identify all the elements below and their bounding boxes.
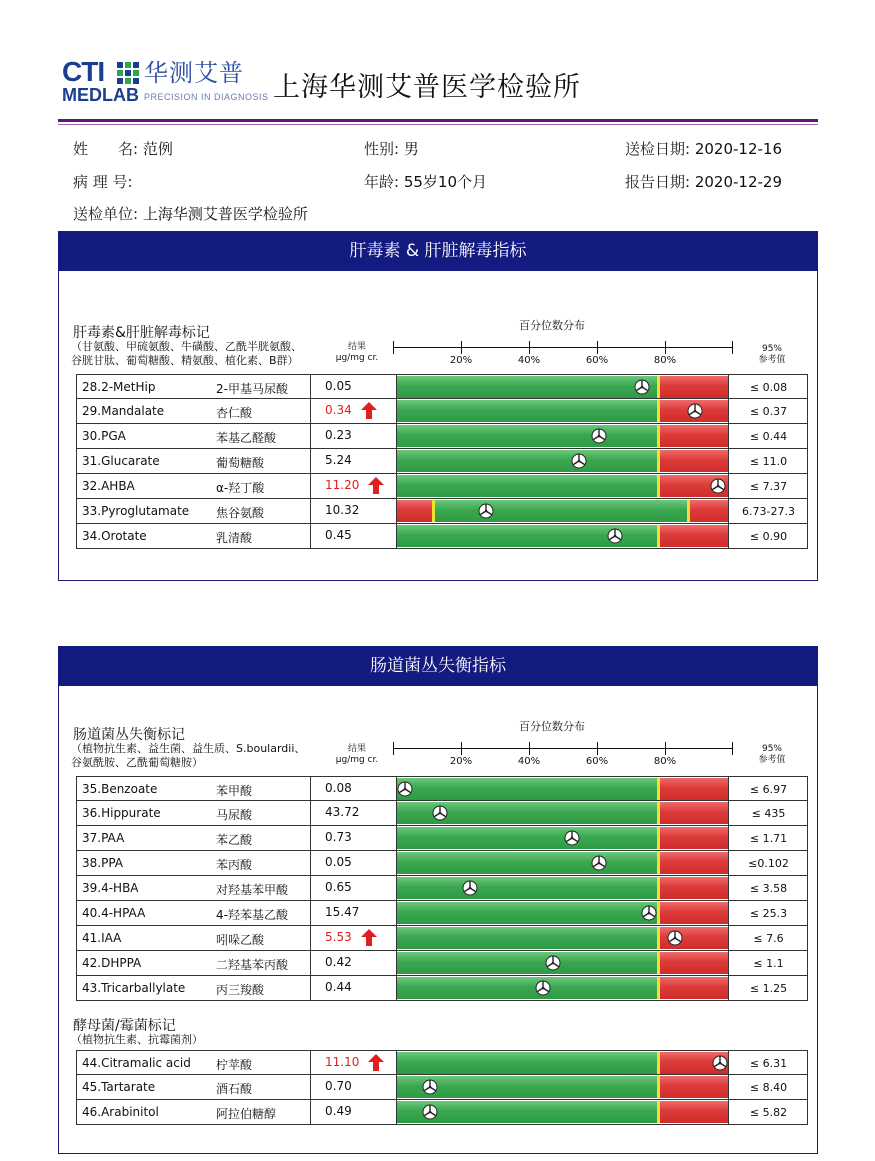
reference-value: ≤ 1.1 [753, 957, 784, 970]
high-range-segment [658, 877, 728, 899]
high-range-segment [658, 450, 728, 472]
cell-divider [310, 474, 311, 498]
analyte-cn-name: 4-羟苯基乙酸 [216, 908, 288, 922]
result-value: 11.10 [325, 1055, 360, 1069]
results-table [76, 1050, 808, 1125]
normal-range-segment [397, 425, 658, 447]
result-value: 11.20 [325, 478, 360, 492]
analyte-cn-name: 二羟基苯丙酸 [216, 958, 289, 972]
cutoff-line [657, 977, 660, 999]
cell-divider [310, 901, 311, 925]
analyte-name: 40.4-HPAA [82, 906, 146, 920]
analyte-cn-name: α-羟丁酸 [216, 481, 265, 495]
cell-divider [310, 399, 311, 423]
result-value: 0.05 [325, 379, 352, 393]
axis-tick [393, 742, 394, 755]
reference-header [753, 744, 791, 766]
cutoff-line [657, 852, 660, 874]
percentile-bar [397, 425, 728, 447]
percentile-bar [397, 450, 728, 472]
cell-divider [310, 375, 311, 399]
patient-age-field [364, 172, 487, 192]
table-row [76, 374, 808, 399]
analyte-cn-name: 杏仁酸 [216, 406, 253, 420]
axis-tick [529, 742, 530, 755]
patient-name: 范例 [142, 140, 173, 158]
reference-value: ≤ 1.71 [749, 832, 788, 845]
table-row [76, 1100, 808, 1125]
normal-range-segment [397, 1052, 658, 1074]
cell-divider [310, 1100, 311, 1124]
circle-marker-icon [535, 980, 551, 996]
circle-marker-icon [571, 453, 587, 469]
header-rule-thin [58, 124, 818, 125]
case-no-label: 病 理 号: [73, 173, 133, 191]
result-header-title: 结果 [347, 342, 366, 352]
reference-value: ≤ 1.25 [749, 982, 788, 995]
cell-divider [310, 1075, 311, 1099]
table-row [76, 826, 808, 851]
cutoff-line [657, 376, 660, 398]
circle-marker-icon [591, 428, 607, 444]
percentile-bar [397, 877, 728, 899]
normal-range-segment [397, 778, 658, 800]
result-value: 0.34 [325, 403, 352, 417]
reference-value: ≤ 5.82 [749, 1106, 788, 1119]
section-liver-detox [58, 231, 818, 581]
cutoff-line [657, 1101, 660, 1123]
group-title: 肠道菌丛失衡标记 [73, 727, 185, 743]
reference-value: ≤0.102 [748, 857, 789, 870]
cell-divider [310, 449, 311, 473]
percentile-bar [397, 1052, 728, 1074]
analyte-cn-name: 焦谷氨酸 [216, 506, 265, 520]
circle-marker-icon [422, 1104, 438, 1120]
report-date-field [625, 172, 782, 192]
analyte-cn-name: 酒石酸 [216, 1082, 253, 1096]
high-range-segment [658, 802, 728, 824]
sent-date-field [625, 139, 782, 159]
header-rule [58, 119, 818, 122]
axis-tick [461, 341, 462, 354]
cell-divider [310, 1051, 311, 1075]
result-header-unit: μg/mg cr. [335, 755, 379, 765]
high-range-segment [658, 525, 728, 547]
axis-tick-label: 20% [449, 355, 473, 366]
analyte-cn-name: 2-甲基马尿酸 [216, 382, 288, 396]
logo-grid-icon [117, 62, 139, 84]
circle-marker-icon [478, 503, 494, 519]
cell-divider [310, 826, 311, 850]
patient-name-label: 姓 名: [73, 140, 139, 158]
reference-value: ≤ 0.08 [749, 381, 788, 394]
percentile-bar [397, 852, 728, 874]
up-arrow-icon [368, 1054, 384, 1071]
percentile-bar [397, 376, 728, 398]
analyte-cn-name: 阿拉伯糖醇 [216, 1107, 277, 1121]
axis-tick [732, 341, 733, 354]
percentile-bar [397, 1076, 728, 1098]
cutoff-line [657, 902, 660, 924]
axis-tick [665, 341, 666, 354]
result-value: 43.72 [325, 805, 360, 819]
analyte-cn-name: 柠苹酸 [216, 1058, 253, 1072]
table-row [76, 424, 808, 449]
result-value: 5.53 [325, 930, 352, 944]
sent-date: 2020-12-16 [694, 140, 783, 158]
high-range-segment [658, 1101, 728, 1123]
percentile-axis [393, 742, 733, 767]
high-range-segment [658, 977, 728, 999]
normal-range-segment [397, 450, 658, 472]
axis-tick-label: 40% [517, 756, 541, 767]
circle-marker-icon [667, 930, 683, 946]
normal-range-segment [397, 927, 658, 949]
cutoff-line [657, 778, 660, 800]
high-range-segment [658, 778, 728, 800]
axis-tick [597, 341, 598, 354]
analyte-name: 28.2-MetHip [82, 380, 156, 394]
case-no-field [73, 172, 133, 192]
cutoff-line [657, 425, 660, 447]
percentile-header: 百分位数分布 [519, 720, 585, 733]
high-range-segment [658, 852, 728, 874]
analyte-name: 29.Mandalate [82, 404, 165, 418]
cutoff-line [432, 500, 435, 522]
table-row [76, 524, 808, 549]
analyte-name: 38.PPA [82, 856, 123, 870]
reference-value: ≤ 0.90 [749, 530, 788, 543]
percentile-bar [397, 525, 728, 547]
normal-range-segment [433, 500, 688, 522]
cell-divider [310, 424, 311, 448]
cell-divider [310, 524, 311, 548]
patient-age-label: 年龄: [364, 173, 400, 191]
analyte-cn-name: 苯基乙醛酸 [216, 431, 277, 445]
reference-value: ≤ 0.37 [749, 405, 788, 418]
high-range-segment [658, 1076, 728, 1098]
section-gut-dysbiosis [58, 646, 818, 1154]
patient-name-field [73, 139, 173, 159]
table-row [76, 976, 808, 1001]
percentile-bar [397, 827, 728, 849]
section-title: 肝毒素 & 肝脏解毒指标 [58, 231, 818, 271]
result-value: 0.42 [325, 955, 352, 969]
percentile-bar [397, 475, 728, 497]
table-row [76, 449, 808, 474]
percentile-bar [397, 400, 728, 422]
result-value: 15.47 [325, 905, 360, 919]
analyte-name: 34.Orotate [82, 529, 147, 543]
analyte-name: 33.Pyroglutamate [82, 504, 190, 518]
axis-tick [393, 341, 394, 354]
table-row [76, 926, 808, 951]
results-table [76, 776, 808, 1001]
normal-range-segment [397, 877, 658, 899]
analyte-name: 41.IAA [82, 931, 122, 945]
cutoff-line [657, 1076, 660, 1098]
reference-value: ≤ 6.97 [749, 783, 788, 796]
group-subtitle-line: （甘氨酸、甲硫氨酸、牛磺酸、乙酰半胱氨酸、 [71, 340, 302, 353]
result-value: 0.08 [325, 781, 352, 795]
analyte-name: 43.Tricarballylate [82, 981, 186, 995]
group-subtitle-line: （植物抗生素、抗霉菌剂） [71, 1033, 203, 1046]
axis-tick [732, 742, 733, 755]
table-row [76, 1075, 808, 1100]
analyte-name: 37.PAA [82, 831, 125, 845]
cutoff-line [657, 927, 660, 949]
result-header [331, 744, 383, 766]
group-subtitle-line: （植物抗生素、益生菌、益生质、S.boulardii、 [71, 742, 306, 755]
circle-marker-icon [712, 1055, 728, 1071]
high-range-segment [658, 827, 728, 849]
result-header-title: 结果 [347, 744, 366, 754]
result-value: 10.32 [325, 503, 360, 517]
result-value: 0.44 [325, 980, 352, 994]
reference-value: ≤ 6.31 [749, 1057, 788, 1070]
percentile-bar [397, 902, 728, 924]
reference-value: ≤ 8.40 [749, 1081, 788, 1094]
normal-range-segment [397, 475, 658, 497]
axis-tick [597, 742, 598, 755]
table-row [76, 951, 808, 976]
sending-unit: 上海华测艾普医学检验所 [142, 205, 308, 223]
reference-value: ≤ 7.6 [753, 932, 784, 945]
cutoff-line [657, 475, 660, 497]
reference-value: ≤ 3.58 [749, 882, 788, 895]
logo-cn-text: 华测艾普 [144, 59, 244, 87]
table-row [76, 876, 808, 901]
analyte-name: 32.AHBA [82, 479, 135, 493]
high-range-segment [658, 425, 728, 447]
circle-marker-icon [591, 855, 607, 871]
result-header [331, 342, 383, 364]
percentile-bar [397, 1101, 728, 1123]
sending-unit-label: 送检单位: [73, 205, 139, 223]
cutoff-line [657, 952, 660, 974]
axis-tick-label: 60% [585, 355, 609, 366]
company-logo [62, 56, 269, 105]
result-value: 0.65 [325, 880, 352, 894]
axis-tick [461, 742, 462, 755]
org-title: 上海华测艾普医学检验所 [273, 72, 581, 103]
axis-tick-label: 80% [653, 355, 677, 366]
axis-tick-label: 40% [517, 355, 541, 366]
up-arrow-icon [361, 929, 377, 946]
patient-age: 55岁10个月 [403, 173, 488, 191]
cutoff-line [657, 400, 660, 422]
circle-marker-icon [641, 905, 657, 921]
axis-tick [529, 341, 530, 354]
group-title: 酵母菌/霉菌标记 [73, 1018, 176, 1034]
patient-sex-label: 性别: [364, 140, 400, 158]
circle-marker-icon [607, 528, 623, 544]
axis-line [393, 347, 733, 348]
patient-sex: 男 [403, 140, 419, 158]
analyte-cn-name: 苯丙酸 [216, 858, 253, 872]
percentile-bar [397, 952, 728, 974]
cutoff-line [657, 450, 660, 472]
high-range-segment [688, 500, 728, 522]
patient-sex-field [364, 139, 419, 159]
normal-range-segment [397, 376, 658, 398]
cutoff-line [687, 500, 690, 522]
analyte-name: 39.4-HBA [82, 881, 139, 895]
result-header-unit: μg/mg cr. [335, 353, 379, 363]
analyte-cn-name: 苯乙酸 [216, 833, 253, 847]
logo-tagline: PRECISION IN DIAGNOSIS [144, 92, 269, 102]
results-table [76, 374, 808, 549]
high-range-segment [658, 952, 728, 974]
axis-tick-label: 80% [653, 756, 677, 767]
reference-header-pct: 95% [761, 344, 782, 354]
up-arrow-icon [368, 477, 384, 494]
analyte-name: 44.Citramalic acid [82, 1056, 191, 1070]
table-row [76, 851, 808, 876]
reference-value: ≤ 11.0 [749, 455, 788, 468]
reference-header-title: 参考值 [758, 355, 786, 365]
reference-value: ≤ 0.44 [749, 430, 788, 443]
low-range-segment [397, 500, 433, 522]
reference-header-pct: 95% [761, 744, 782, 754]
table-row [76, 399, 808, 424]
circle-marker-icon [397, 781, 413, 797]
normal-range-segment [397, 400, 658, 422]
reference-value: ≤ 25.3 [749, 907, 788, 920]
percentile-axis [393, 341, 733, 366]
analyte-name: 30.PGA [82, 429, 126, 443]
sent-date-label: 送检日期: [625, 140, 691, 158]
table-row [76, 801, 808, 826]
cutoff-line [657, 525, 660, 547]
normal-range-segment [397, 827, 658, 849]
axis-tick-label: 60% [585, 756, 609, 767]
analyte-cn-name: 丙三羧酸 [216, 983, 265, 997]
group-title: 肝毒素&肝脏解毒标记 [73, 325, 210, 341]
analyte-name: 31.Glucarate [82, 454, 160, 468]
cell-divider [310, 801, 311, 825]
report-date-label: 报告日期: [625, 173, 691, 191]
table-row [76, 474, 808, 499]
analyte-name: 46.Arabinitol [82, 1105, 159, 1119]
logo-cti-text: CTI [62, 56, 105, 87]
result-value: 5.24 [325, 453, 352, 467]
axis-line [393, 748, 733, 749]
cell-divider [310, 951, 311, 975]
normal-range-segment [397, 852, 658, 874]
circle-marker-icon [545, 955, 561, 971]
group-subtitle-line: 谷氨酰胺、乙酰葡萄糖胺） [71, 756, 203, 769]
cutoff-line [657, 802, 660, 824]
analyte-cn-name: 乳清酸 [216, 531, 253, 545]
result-value: 0.05 [325, 855, 352, 869]
cell-divider [310, 876, 311, 900]
analyte-name: 45.Tartarate [82, 1080, 156, 1094]
result-value: 0.45 [325, 528, 352, 542]
reference-header [753, 344, 791, 366]
normal-range-segment [397, 902, 658, 924]
percentile-bar [397, 927, 728, 949]
cell-divider [310, 777, 311, 801]
cell-divider [310, 851, 311, 875]
analyte-name: 36.Hippurate [82, 806, 161, 820]
cutoff-line [657, 827, 660, 849]
percentile-header: 百分位数分布 [519, 319, 585, 332]
circle-marker-icon [462, 880, 478, 896]
normal-range-segment [397, 977, 658, 999]
analyte-cn-name: 吲哚乙酸 [216, 933, 265, 947]
table-row [76, 776, 808, 801]
circle-marker-icon [422, 1079, 438, 1095]
cutoff-line [657, 877, 660, 899]
result-value: 0.49 [325, 1104, 352, 1118]
high-range-segment [658, 376, 728, 398]
analyte-cn-name: 马尿酸 [216, 808, 253, 822]
analyte-name: 42.DHPPA [82, 956, 142, 970]
percentile-bar [397, 977, 728, 999]
percentile-bar [397, 778, 728, 800]
normal-range-segment [397, 952, 658, 974]
reference-value: 6.73-27.3 [742, 505, 795, 518]
sending-unit-field [73, 204, 308, 224]
result-value: 0.73 [325, 830, 352, 844]
circle-marker-icon [710, 478, 726, 494]
section-title: 肠道菌丛失衡指标 [58, 646, 818, 686]
cell-divider [310, 499, 311, 523]
reference-header-title: 参考值 [758, 755, 786, 765]
circle-marker-icon [432, 805, 448, 821]
cell-divider [310, 926, 311, 950]
report-date: 2020-12-29 [694, 173, 783, 191]
up-arrow-icon [361, 402, 377, 419]
circle-marker-icon [687, 403, 703, 419]
cutoff-line [657, 1052, 660, 1074]
circle-marker-icon [634, 379, 650, 395]
reference-value: ≤ 435 [751, 807, 786, 820]
analyte-cn-name: 葡萄糖酸 [216, 456, 265, 470]
result-value: 0.23 [325, 428, 352, 442]
reference-value: ≤ 7.37 [749, 480, 788, 493]
table-row [76, 1050, 808, 1075]
table-row [76, 901, 808, 926]
axis-tick [665, 742, 666, 755]
group-subtitle-line: 谷胱甘肽、葡萄糖酸、精氨酸、植化素、B群） [71, 354, 299, 367]
analyte-name: 35.Benzoate [82, 782, 158, 796]
cell-divider [310, 976, 311, 1000]
high-range-segment [658, 902, 728, 924]
result-value: 0.70 [325, 1079, 352, 1093]
analyte-cn-name: 苯甲酸 [216, 784, 253, 798]
axis-tick-label: 20% [449, 756, 473, 767]
table-row [76, 499, 808, 524]
logo-medlab-text: MEDLAB [62, 85, 139, 105]
circle-marker-icon [564, 830, 580, 846]
percentile-bar [397, 802, 728, 824]
analyte-cn-name: 对羟基苯甲酸 [216, 883, 289, 897]
percentile-bar [397, 500, 728, 522]
